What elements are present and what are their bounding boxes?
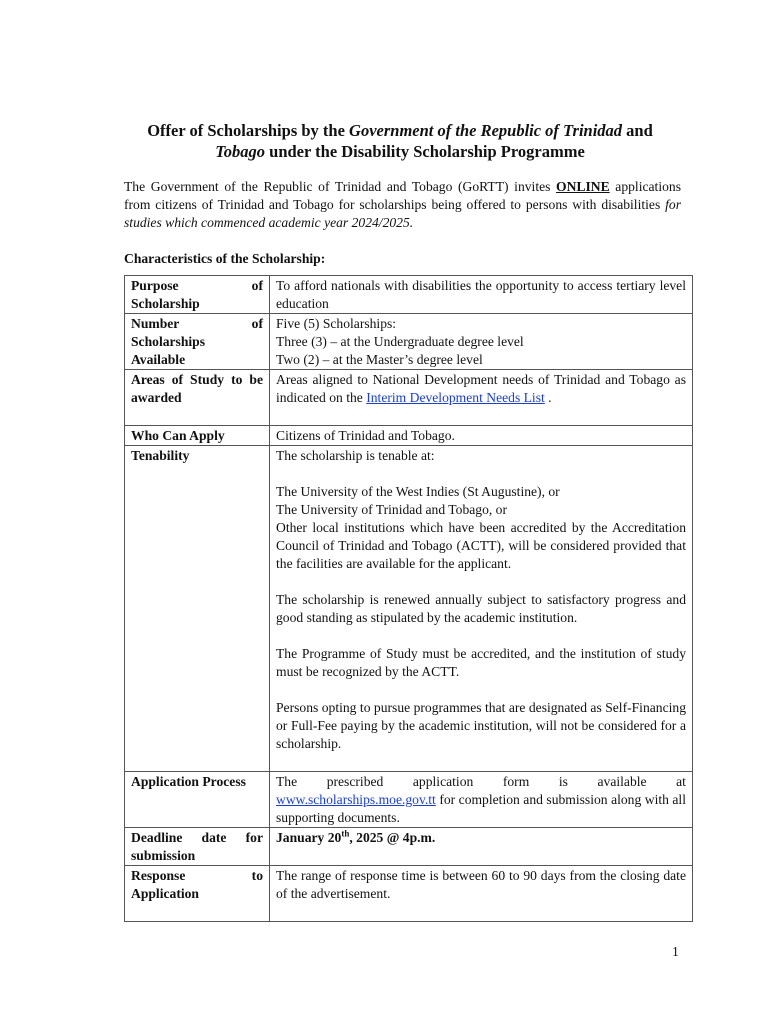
scholarship-characteristics-table	[124, 275, 693, 922]
table-row-who	[125, 426, 693, 446]
row-value: The prescribed application form is available at www.scholarships.moe.gov.tt for completion and submission along with all supporting documents.	[270, 772, 693, 828]
row-label: Who Can Apply	[125, 426, 270, 446]
row-label: Response to Application	[125, 866, 270, 922]
development-needs-link[interactable]: Interim Development Needs List	[366, 390, 545, 405]
row-value: To afford nationals with disabilities the opportunity to access tertiary level education	[270, 276, 693, 314]
row-value: January 20th, 2025 @ 4p.m.	[270, 828, 693, 866]
row-value: Citizens of Trinidad and Tobago.	[270, 426, 693, 446]
table-row-response	[125, 866, 693, 922]
page-number: 1	[672, 944, 679, 959]
table-row-application	[125, 772, 693, 828]
intro-paragraph: The Government of the Republic of Trinidad and Tobago (GoRTT) invites ONLINE applications from citizens of Trinidad and Tobago for scholarships being offered to persons with disabilities for studies which commenced academic year 2024/2025.	[124, 179, 681, 230]
table-row-areas	[125, 370, 693, 426]
table-row-purpose	[125, 276, 693, 314]
row-label: Number of Scholarships Available	[125, 314, 270, 370]
scholarships-website-link[interactable]: www.scholarships.moe.gov.tt	[276, 792, 436, 807]
row-label: Purpose of Scholarship	[125, 276, 270, 314]
table-row-number	[125, 314, 693, 370]
row-label: Deadline date for submission	[125, 828, 270, 866]
row-label: Tenability	[125, 446, 270, 772]
online-emphasis: ONLINE	[556, 179, 610, 194]
row-value: The scholarship is tenable at: The University of the West Indies (St Augustine), or The University of Trinidad and Tobago, or Other local institutions which have been accredited by the Accreditation Council of Trinidad and Tobago (ACTT), will be considered provided that the facilities are available for the applicant. The scholarship is renewed annually subject to satisfactory progress and good standing as stipulated by the academic institution. The Programme of Study must be accredited, and the institution of study must be recognized by the ACTT. Persons opting to pursue programmes that are designated as Self-Financing or Full-Fee paying by the academic institution, will not be considered for a scholarship.	[270, 446, 693, 772]
row-value: Five (5) Scholarships: Three (3) – at the Undergraduate degree level Two (2) – at the Master’s degree level	[270, 314, 693, 370]
row-value: The range of response time is between 60 to 90 days from the closing date of the advertisement.	[270, 866, 693, 922]
characteristics-heading: Characteristics of the Scholarship:	[124, 251, 326, 266]
document-title: Offer of Scholarships by the Government of the Republic of Trinidad and Tobago under the Disability Scholarship Programme	[147, 121, 653, 161]
row-value: Areas aligned to National Development needs of Trinidad and Tobago as indicated on the Interim Development Needs List .	[270, 370, 693, 426]
table-row-deadline	[125, 828, 693, 866]
table-row-tenability	[125, 446, 693, 772]
row-label: Application Process	[125, 772, 270, 828]
row-label: Areas of Study to be awarded	[125, 370, 270, 426]
